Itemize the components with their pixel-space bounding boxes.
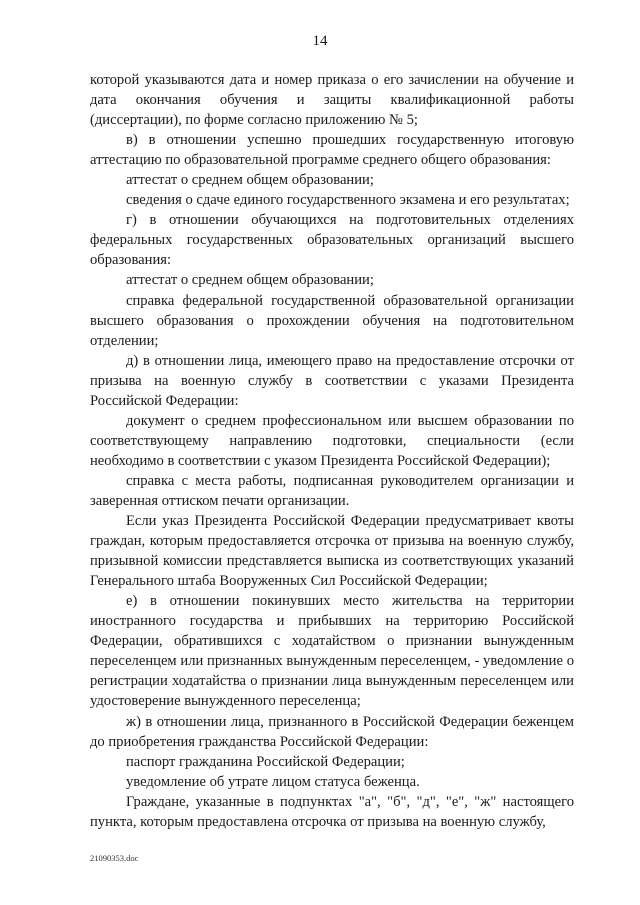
paragraph: аттестат о среднем общем образовании; [126, 272, 374, 289]
paragraph: сведения о сдаче единого государственного экзамена и его результатах; [126, 192, 570, 209]
paragraph: аттестат о среднем общем образовании; [126, 172, 374, 189]
paragraph: документ о среднем профессиональном или высшем образовании по соответствующему направлению подготовки, специальности (если необходимо в соответствии с указом Президента Российской Федерации); [90, 412, 574, 469]
paragraph: г) в отношении обучающихся на подготовительных отделениях федеральных государственных образовательных организаций высшего образования: [90, 212, 574, 269]
paragraph: паспорт гражданина Российской Федерации; [126, 753, 405, 770]
paragraph: уведомление об утрате лицом статуса беженца. [126, 773, 420, 790]
paragraph: в) в отношении успешно прошедших государственную итоговую аттестацию по образовательной программе среднего общего образования: [90, 132, 574, 169]
paragraph: е) в отношении покинувших место жительства на территории иностранного государства и прибывших на территорию Российской Федерации, обратившихся с ходатайством о признании вынужденным переселенцем или признанных вынужденным переселенцем, - уведомление о регистрации ходатайства о признании лица вынужденным переселенцем или удостоверение вынужденного переселенца; [90, 593, 574, 710]
footer-file-code: 21090353.doc [90, 853, 139, 863]
document-body [90, 70, 574, 832]
paragraph: справка с места работы, подписанная руководителем организации и заверенная оттиском печати организации. [90, 472, 574, 509]
page-number: 14 [312, 33, 328, 49]
paragraph: Если указ Президента Российской Федерации предусматривает квоты граждан, которым предоставляется отсрочка от призыва на военную службу, призывной комиссии представляется выписка из соответствующих указаний Генерального штаба Вооруженных Сил Российской Федерации; [90, 513, 574, 590]
paragraph: справка федеральной государственной образовательной организации высшего образования о прохождении обучения на подготовительном отделении; [90, 292, 574, 349]
paragraph: ж) в отношении лица, признанного в Российской Федерации беженцем до приобретения гражданства Российской Федерации: [90, 713, 574, 750]
paragraph: которой указываются дата и номер приказа о его зачислении на обучение и дата окончания обучения и защиты квалификационной работы (диссертации), по форме согласно приложению № 5; [90, 72, 574, 129]
paragraph: д) в отношении лица, имеющего право на предоставление отсрочки от призыва на военную службу в соответствии с указами Президента Российской Федерации: [90, 352, 574, 409]
paragraph: Граждане, указанные в подпунктах "а", "б", "д", "е", "ж" настоящего пункта, которым предоставлена отсрочка от призыва на военную службу, [90, 793, 574, 830]
